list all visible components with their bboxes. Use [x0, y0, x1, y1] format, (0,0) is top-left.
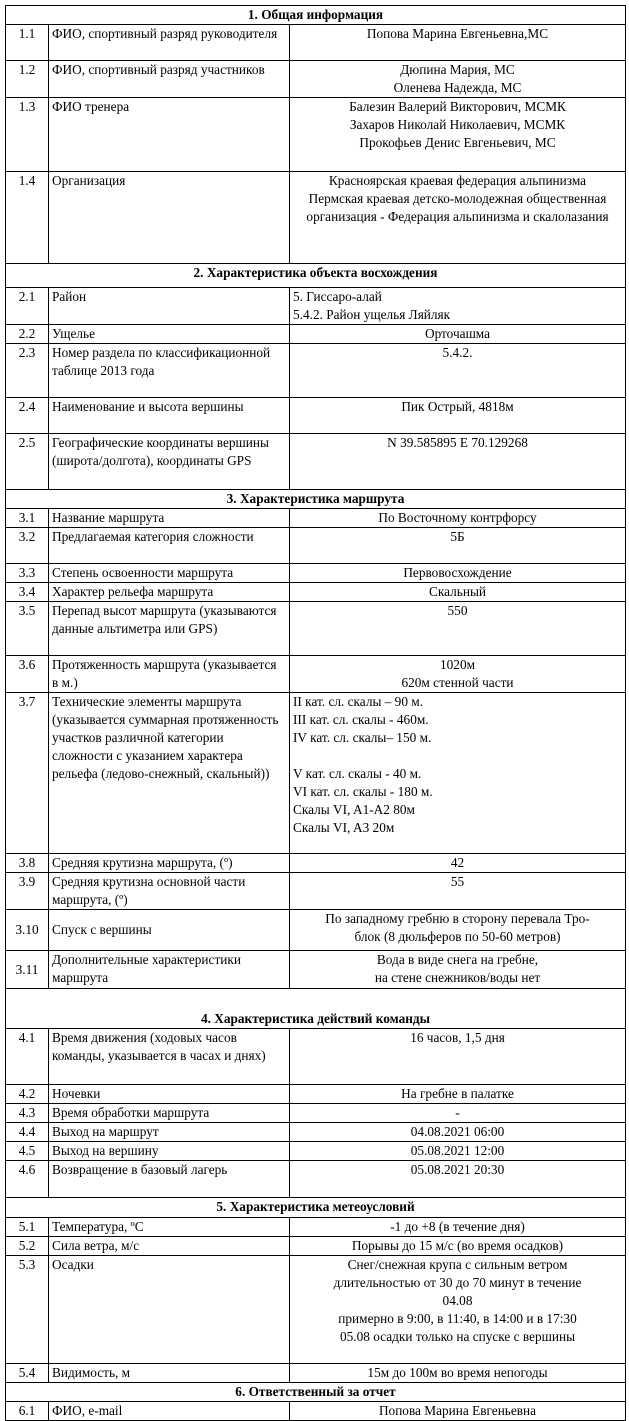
table-row-2-2: [6, 325, 626, 344]
value-line: V кат. сл. скалы - 40 м.: [293, 766, 422, 781]
report-table: [5, 5, 626, 1421]
row-number: 6.1: [6, 1402, 49, 1421]
table-row-3-10: [6, 910, 626, 951]
row-number: 1.3: [6, 98, 49, 172]
value-line: N 39.585895 E 70.129268: [387, 435, 528, 450]
row-number: 3.9: [6, 873, 49, 910]
value-line: 15м до 100м во время непогоды: [367, 1365, 548, 1380]
row-value: [290, 873, 626, 910]
row-label: Перепад высот маршрута (указываются данные альтиметра или GPS): [49, 602, 290, 656]
value-line: Пик Острый, 4818м: [401, 399, 514, 414]
value-line: Захаров Николай Николаевич, МСМК: [349, 117, 566, 132]
value-line: 42: [450, 855, 465, 870]
value-line: 04.08.2021 06:00: [410, 1124, 505, 1139]
row-label: Возвращение в базовый лагерь: [49, 1161, 290, 1198]
row-value: [290, 656, 626, 693]
row-number: 3.7: [6, 693, 49, 854]
row-value: [290, 1161, 626, 1198]
value-line: Балезин Валерий Викторович, МСМК: [349, 99, 566, 114]
row-label: Температура, ºC: [49, 1218, 290, 1237]
row-label: Ночевки: [49, 1085, 290, 1104]
row-value: [290, 25, 626, 61]
row-number: 5.2: [6, 1237, 49, 1256]
row-label: Степень освоенности маршрута: [49, 564, 290, 583]
value-line: 5.4.2.: [442, 345, 473, 360]
section-title: 6. Ответственный за отчет: [6, 1383, 626, 1402]
row-label: ФИО, спортивный разряд руководителя: [49, 25, 290, 61]
value-line: Скалы VI, A3 20м: [293, 820, 395, 835]
row-number: 4.5: [6, 1142, 49, 1161]
section-header-row: [6, 6, 626, 25]
row-number: 4.2: [6, 1085, 49, 1104]
row-number: 2.5: [6, 434, 49, 490]
table-row-1-2: [6, 61, 626, 98]
table-row-1-4: [6, 172, 626, 264]
row-number: 1.1: [6, 25, 49, 61]
table-row-3-7: [6, 693, 626, 854]
row-label: Выход на вершину: [49, 1142, 290, 1161]
value-line: Скальный: [429, 584, 487, 599]
value-line: 16 часов, 1,5 дня: [410, 1030, 505, 1045]
value-line: По западному гребню в сторону перевала Тро-: [325, 911, 590, 926]
section-header-row: [6, 264, 626, 288]
value-line: Красноярская краевая федерация альпинизма: [328, 173, 587, 188]
row-value: [290, 61, 626, 98]
value-line: 620м стенной части: [401, 675, 514, 690]
row-value: [290, 1104, 626, 1123]
row-value: [290, 1142, 626, 1161]
row-label: Название маршрута: [49, 509, 290, 528]
row-number: 4.4: [6, 1123, 49, 1142]
row-value: [290, 398, 626, 434]
value-line: -: [455, 1105, 460, 1120]
table-row-2-5: [6, 434, 626, 490]
row-value: [290, 602, 626, 656]
row-label: Выход на маршрут: [49, 1123, 290, 1142]
table-row-2-4: [6, 398, 626, 434]
section-title: 3. Характеристика маршрута: [6, 490, 626, 509]
section-title: 4. Характеристика действий команды: [6, 989, 626, 1029]
row-value: [290, 288, 626, 325]
row-number: 3.5: [6, 602, 49, 656]
value-line: Порывы до 15 м/с (во время осадков): [351, 1238, 564, 1253]
value-line: Оленева Надежда, МС: [393, 80, 522, 95]
row-label: Географические координаты вершины (широта/долгота), координаты GPS: [49, 434, 290, 490]
row-number: 1.4: [6, 172, 49, 264]
row-label: Протяженность маршрута (указывается в м.): [49, 656, 290, 693]
section-title: 2. Характеристика объекта восхождения: [6, 264, 626, 288]
value-line: 05.08.2021 12:00: [410, 1143, 505, 1158]
value-line: 5.4.2. Район ущелья Ляйляк: [293, 307, 451, 322]
row-number: 3.3: [6, 564, 49, 583]
row-value: [290, 344, 626, 398]
row-number: 2.1: [6, 288, 49, 325]
row-number: 3.2: [6, 528, 49, 564]
table-row-3-6: [6, 656, 626, 693]
value-line: На гребне в палатке: [401, 1086, 514, 1101]
row-label: ФИО тренера: [49, 98, 290, 172]
row-label: ФИО, спортивный разряд участников: [49, 61, 290, 98]
value-line: -1 до +8 (в течение дня): [390, 1219, 525, 1234]
row-label: ФИО, e-mail: [49, 1402, 290, 1421]
row-label: Средняя крутизна основной части маршрута, (º): [49, 873, 290, 910]
row-label: Характер рельефа маршрута: [49, 583, 290, 602]
row-number: 3.10: [6, 910, 49, 951]
row-number: 5.3: [6, 1256, 49, 1364]
table-row-4-2: [6, 1085, 626, 1104]
table-row-4-5: [6, 1142, 626, 1161]
value-line: Снег/снежная крупа с сильным ветром: [347, 1257, 568, 1272]
value-line: 04.08: [442, 1293, 473, 1308]
table-row-4-6: [6, 1161, 626, 1198]
value-line: Попова Марина Евгеньевна,МС: [366, 26, 549, 41]
table-row-3-9: [6, 873, 626, 910]
row-value: [290, 1218, 626, 1237]
table-row-4-4: [6, 1123, 626, 1142]
row-value: [290, 951, 626, 989]
section-title: 5. Характеристика метеоусловий: [6, 1198, 626, 1218]
value-line: 05.08.2021 20:30: [410, 1162, 505, 1177]
value-line: Вода в виде снега на гребне,: [376, 952, 539, 967]
row-value: [290, 434, 626, 490]
value-line: VI кат. сл. скалы - 180 м.: [293, 784, 433, 799]
row-number: 4.3: [6, 1104, 49, 1123]
table-row-1-3: [6, 98, 626, 172]
row-number: 2.2: [6, 325, 49, 344]
table-row-3-1: [6, 509, 626, 528]
table-row-6-1: [6, 1402, 626, 1421]
table-row-3-4: [6, 583, 626, 602]
table-row-5-4: [6, 1364, 626, 1383]
value-line: II кат. сл. скалы – 90 м.: [293, 694, 424, 709]
row-value: [290, 1402, 626, 1421]
table-row-5-2: [6, 1237, 626, 1256]
row-value: [290, 98, 626, 172]
row-label: Предлагаемая категория сложности: [49, 528, 290, 564]
value-line: 55: [450, 874, 465, 889]
value-line: блок (8 дюльферов по 50-60 метров): [354, 929, 561, 944]
row-value: [290, 583, 626, 602]
value-line: 05.08 осадки только на спуске с вершины: [339, 1329, 576, 1344]
section-title: 1. Общая информация: [6, 6, 626, 25]
row-value: [290, 1237, 626, 1256]
row-number: 3.4: [6, 583, 49, 602]
row-number: 4.6: [6, 1161, 49, 1198]
row-value: [290, 528, 626, 564]
table-row-3-2: [6, 528, 626, 564]
row-value: [290, 564, 626, 583]
row-label: Номер раздела по классификационной таблице 2013 года: [49, 344, 290, 398]
row-number: 4.1: [6, 1029, 49, 1085]
row-label: Наименование и высота вершины: [49, 398, 290, 434]
row-label: Спуск с вершины: [49, 910, 290, 951]
value-line: Прокофьев Денис Евгеньевич, МС: [359, 135, 556, 150]
table-row-5-1: [6, 1218, 626, 1237]
value-line: III кат. сл. скалы - 460м.: [293, 712, 429, 727]
value-line: 5. Гиссаро-алай: [293, 289, 382, 304]
value-line: 550: [447, 603, 468, 618]
row-label: Осадки: [49, 1256, 290, 1364]
table-row-4-3: [6, 1104, 626, 1123]
table-row-3-8: [6, 854, 626, 873]
row-label: Время движения (ходовых часов команды, указывается в часах и днях): [49, 1029, 290, 1085]
row-number: 2.4: [6, 398, 49, 434]
row-label: Средняя крутизна маршрута, (º): [49, 854, 290, 873]
value-line: Попова Марина Евгеньевна: [378, 1403, 537, 1418]
row-value: [290, 509, 626, 528]
table-row-3-3: [6, 564, 626, 583]
section-header-row: [6, 1383, 626, 1402]
row-value: [290, 854, 626, 873]
row-value: [290, 1123, 626, 1142]
row-number: 3.1: [6, 509, 49, 528]
row-value: [290, 693, 626, 854]
table-row-2-1: [6, 288, 626, 325]
row-number: 3.11: [6, 951, 49, 989]
row-label: Организация: [49, 172, 290, 264]
table-row-2-3: [6, 344, 626, 398]
row-label: Ущелье: [49, 325, 290, 344]
table-row-3-5: [6, 602, 626, 656]
row-number: 5.1: [6, 1218, 49, 1237]
row-value: [290, 1364, 626, 1383]
value-line: 1020м: [440, 657, 476, 672]
value-line: на стене снежников/воды нет: [374, 970, 541, 985]
value-line: Скалы VI, A1-A2 80м: [293, 802, 415, 817]
value-line: IV кат. сл. скалы– 150 м.: [293, 730, 432, 745]
row-value: [290, 1085, 626, 1104]
table-row-4-1: [6, 1029, 626, 1085]
value-line: Дюпина Мария, МС: [400, 62, 515, 77]
row-value: [290, 172, 626, 264]
row-number: 1.2: [6, 61, 49, 98]
table-row-1-1: [6, 25, 626, 61]
row-number: 5.4: [6, 1364, 49, 1383]
table-row-5-3: [6, 1256, 626, 1364]
section-header-row: [6, 989, 626, 1029]
row-value: [290, 325, 626, 344]
row-label: Район: [49, 288, 290, 325]
value-line: [293, 747, 622, 765]
value-line: примерно в 9:00, в 11:40, в 14:00 и в 17:30: [338, 1311, 577, 1326]
table-row-3-11: [6, 951, 626, 989]
row-label: Время обработки маршрута: [49, 1104, 290, 1123]
row-label: Видимость, м: [49, 1364, 290, 1383]
row-number: 3.8: [6, 854, 49, 873]
row-number: 3.6: [6, 656, 49, 693]
row-number: 2.3: [6, 344, 49, 398]
row-label: Сила ветра, м/с: [49, 1237, 290, 1256]
value-line: длительностью от 30 до 70 минут в течение: [333, 1275, 582, 1290]
value-line: Орточашма: [424, 326, 491, 341]
row-value: [290, 1029, 626, 1085]
section-header-row: [6, 490, 626, 509]
value-line: Пермская краевая детско-молодежная общественная организация - Федерация альпинизма и скалолазания: [306, 191, 609, 224]
section-header-row: [6, 1198, 626, 1218]
row-label: Дополнительные характеристики маршрута: [49, 951, 290, 989]
value-line: По Восточному контрфорсу: [378, 510, 537, 525]
row-label: Технические элементы маршрута (указывается суммарная протяженность участков различной категории сложности с указанием характера рельефа (ледово-снежный, скальный)): [49, 693, 290, 854]
row-value: [290, 1256, 626, 1364]
value-line: Первовосхождение: [403, 565, 512, 580]
row-value: [290, 910, 626, 951]
value-line: 5Б: [450, 529, 465, 544]
